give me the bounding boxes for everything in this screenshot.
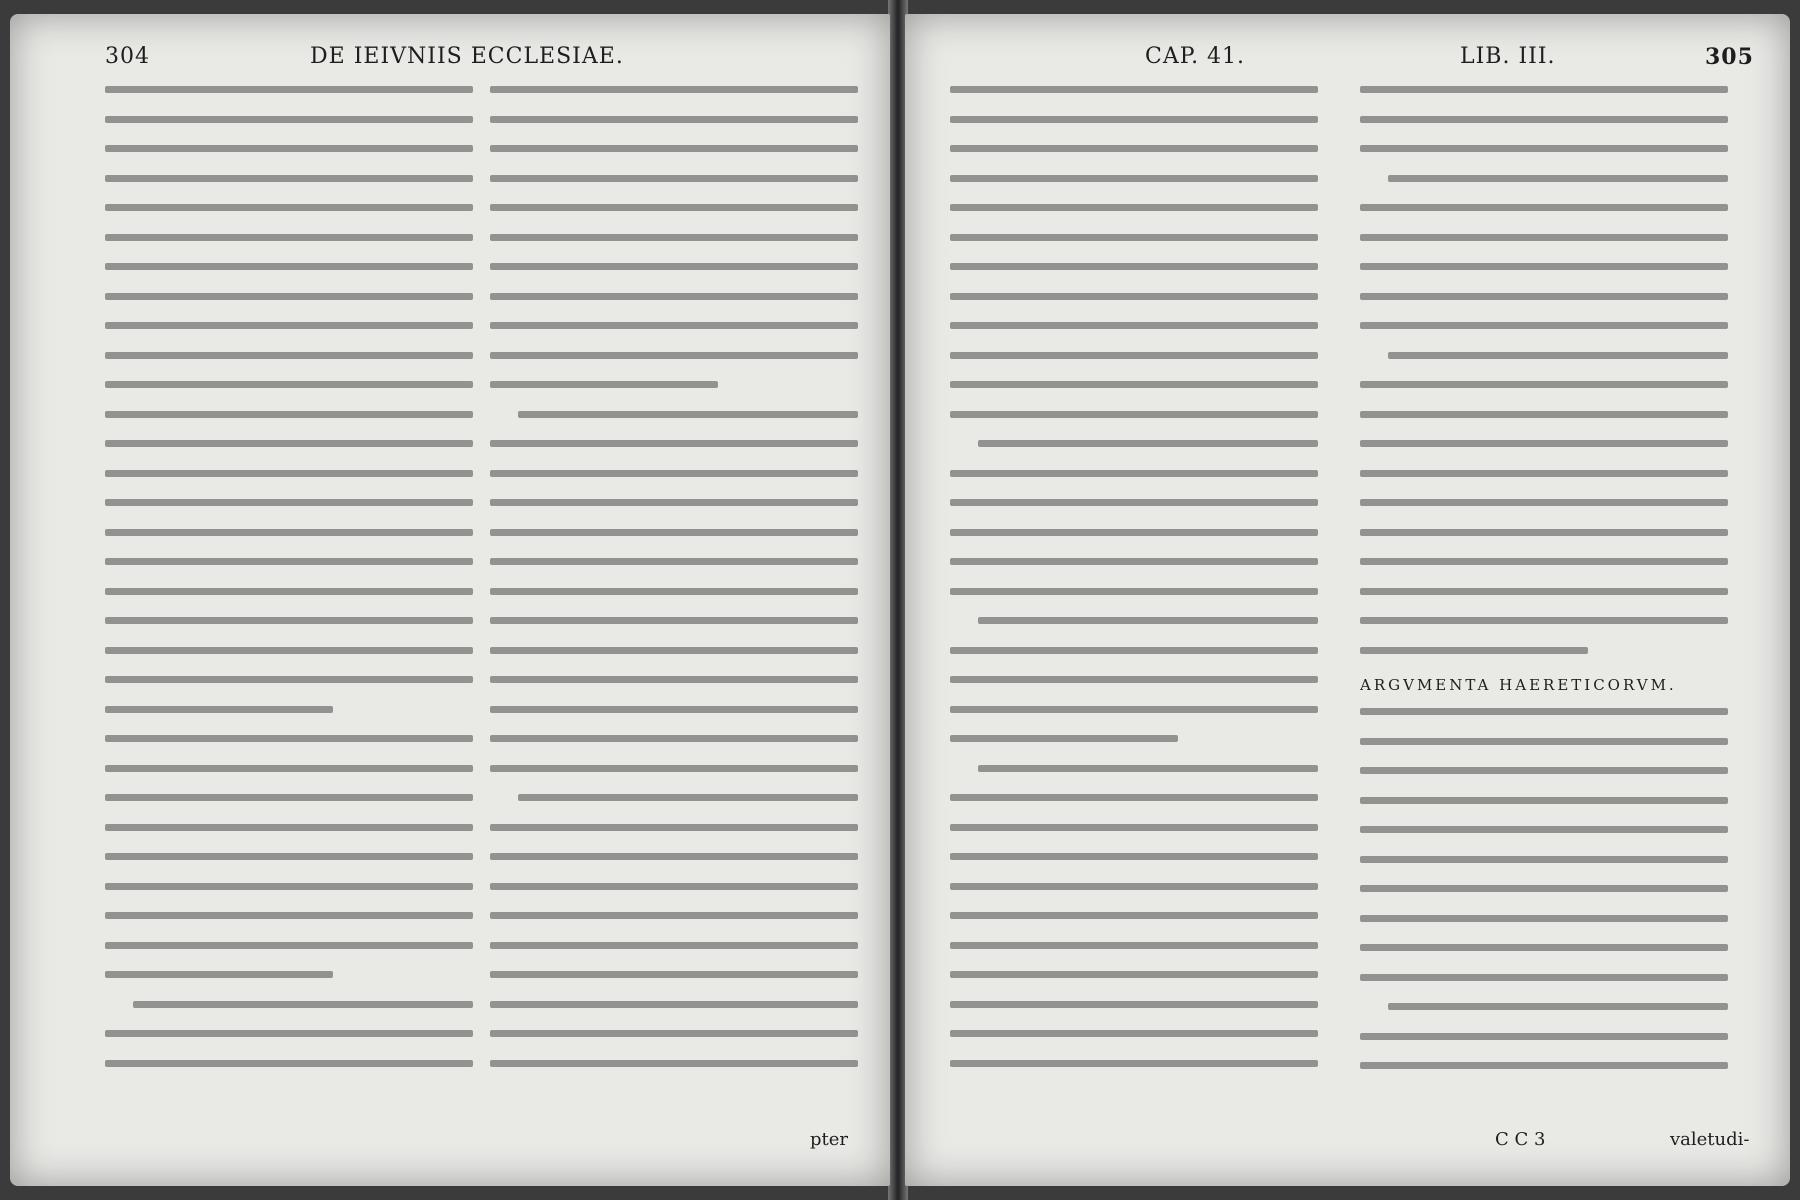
text-line <box>518 794 858 801</box>
text-line <box>105 145 473 152</box>
left-page <box>10 14 890 1186</box>
text-line <box>105 86 473 93</box>
text-line <box>950 293 1318 300</box>
text-line <box>950 735 1178 742</box>
right-book-heading: LIB. III. <box>1460 44 1556 69</box>
right-chapter-heading: CAP. 41. <box>1145 44 1246 69</box>
text-line <box>490 322 858 329</box>
text-line <box>490 971 858 978</box>
text-line <box>490 942 858 949</box>
right-page-number: 305 <box>1705 44 1754 70</box>
text-line <box>950 116 1318 123</box>
text-line <box>1360 234 1728 241</box>
text-line <box>1360 558 1728 565</box>
right-page-column-2 <box>1360 86 1728 1086</box>
text-line <box>105 529 473 536</box>
text-line <box>133 1001 473 1008</box>
text-line <box>105 1060 473 1067</box>
text-line <box>490 853 858 860</box>
text-line <box>490 204 858 211</box>
text-line <box>1360 86 1728 93</box>
text-line <box>105 735 473 742</box>
text-line <box>490 883 858 890</box>
text-line <box>105 765 473 772</box>
text-line <box>490 440 858 447</box>
text-line <box>490 647 858 654</box>
text-line <box>105 942 473 949</box>
text-line <box>105 175 473 182</box>
text-line <box>105 322 473 329</box>
left-page-column-1 <box>105 86 473 1086</box>
text-line <box>1360 1033 1728 1040</box>
text-line <box>1388 1003 1728 1010</box>
text-line <box>490 499 858 506</box>
left-page-column-2 <box>490 86 858 1086</box>
text-line <box>105 381 473 388</box>
text-line <box>950 411 1318 418</box>
text-line <box>490 912 858 919</box>
text-line <box>490 263 858 270</box>
text-line <box>1360 499 1728 506</box>
text-line <box>950 558 1318 565</box>
text-line <box>490 1001 858 1008</box>
text-line <box>950 853 1318 860</box>
text-line <box>950 175 1318 182</box>
text-line <box>950 1060 1318 1067</box>
text-line <box>1360 116 1728 123</box>
text-line <box>490 706 858 713</box>
text-line <box>490 145 858 152</box>
text-line <box>105 204 473 211</box>
text-line <box>950 86 1318 93</box>
text-line <box>105 794 473 801</box>
text-line <box>950 883 1318 890</box>
right-signature: C C 3 <box>1495 1129 1546 1150</box>
text-line <box>490 617 858 624</box>
text-line <box>1360 529 1728 536</box>
text-line <box>1360 944 1728 951</box>
text-line <box>490 824 858 831</box>
text-line <box>950 381 1318 388</box>
text-line <box>1360 856 1728 863</box>
text-line <box>1360 381 1728 388</box>
text-line <box>490 381 718 388</box>
text-line <box>950 1001 1318 1008</box>
text-line <box>490 470 858 477</box>
text-line <box>490 735 858 742</box>
text-line <box>490 676 858 683</box>
text-line <box>1360 617 1728 624</box>
text-line <box>105 883 473 890</box>
text-line <box>978 765 1318 772</box>
text-line <box>1360 797 1728 804</box>
text-line <box>1360 440 1728 447</box>
text-line <box>105 588 473 595</box>
text-line <box>105 499 473 506</box>
text-line <box>1360 974 1728 981</box>
text-line <box>950 263 1318 270</box>
text-line <box>490 765 858 772</box>
text-line <box>1388 352 1728 359</box>
text-line <box>105 263 473 270</box>
text-line <box>950 529 1318 536</box>
text-line <box>950 204 1318 211</box>
right-catchword: valetudi- <box>1670 1129 1750 1150</box>
text-line <box>1360 588 1728 595</box>
text-line <box>490 175 858 182</box>
text-line <box>1360 647 1588 654</box>
text-line <box>105 411 473 418</box>
text-line <box>490 116 858 123</box>
text-line <box>490 234 858 241</box>
text-line <box>105 440 473 447</box>
text-line <box>105 1030 473 1037</box>
text-line <box>978 617 1318 624</box>
text-line <box>105 234 473 241</box>
text-line <box>950 1030 1318 1037</box>
text-line <box>950 470 1318 477</box>
text-line <box>105 293 473 300</box>
text-line <box>105 853 473 860</box>
text-line <box>1360 145 1728 152</box>
text-line <box>950 942 1318 949</box>
left-running-title: DE IEIVNIIS ECCLESIAE. <box>310 44 624 69</box>
text-line <box>950 322 1318 329</box>
text-line <box>1360 293 1728 300</box>
text-line <box>1360 411 1728 418</box>
text-line <box>490 1030 858 1037</box>
text-line <box>1360 738 1728 745</box>
text-line <box>105 971 333 978</box>
text-line <box>978 440 1318 447</box>
text-line <box>518 411 858 418</box>
text-line <box>1360 470 1728 477</box>
text-line <box>1360 1062 1728 1069</box>
text-line <box>105 824 473 831</box>
text-line <box>950 499 1318 506</box>
text-line <box>950 706 1318 713</box>
text-line <box>105 352 473 359</box>
text-line <box>1360 263 1728 270</box>
section-heading: ARGVMENTA HAERETICORVM. <box>1360 676 1677 694</box>
text-line <box>105 617 473 624</box>
text-line <box>105 912 473 919</box>
text-line <box>490 86 858 93</box>
text-line <box>105 116 473 123</box>
text-line <box>490 588 858 595</box>
right-page <box>905 14 1790 1186</box>
text-line <box>950 352 1318 359</box>
text-line <box>950 588 1318 595</box>
text-line <box>1388 175 1728 182</box>
text-line <box>1360 322 1728 329</box>
text-line <box>950 676 1318 683</box>
text-line <box>1360 885 1728 892</box>
text-line <box>1360 708 1728 715</box>
text-line <box>490 293 858 300</box>
left-catchword: pter <box>810 1129 849 1150</box>
text-line <box>490 1060 858 1067</box>
text-line <box>490 558 858 565</box>
text-line <box>490 529 858 536</box>
text-line <box>950 971 1318 978</box>
text-line <box>950 647 1318 654</box>
text-line <box>950 234 1318 241</box>
right-page-column-1 <box>950 86 1318 1086</box>
text-line <box>490 352 858 359</box>
text-line <box>1360 767 1728 774</box>
text-line <box>1360 915 1728 922</box>
left-page-number: 304 <box>105 44 150 69</box>
text-line <box>105 706 333 713</box>
text-line <box>1360 204 1728 211</box>
text-line <box>950 794 1318 801</box>
text-line <box>950 145 1318 152</box>
text-line <box>105 647 473 654</box>
text-line <box>1360 826 1728 833</box>
text-line <box>105 470 473 477</box>
text-line <box>105 558 473 565</box>
text-line <box>950 824 1318 831</box>
text-line <box>105 676 473 683</box>
text-line <box>950 912 1318 919</box>
